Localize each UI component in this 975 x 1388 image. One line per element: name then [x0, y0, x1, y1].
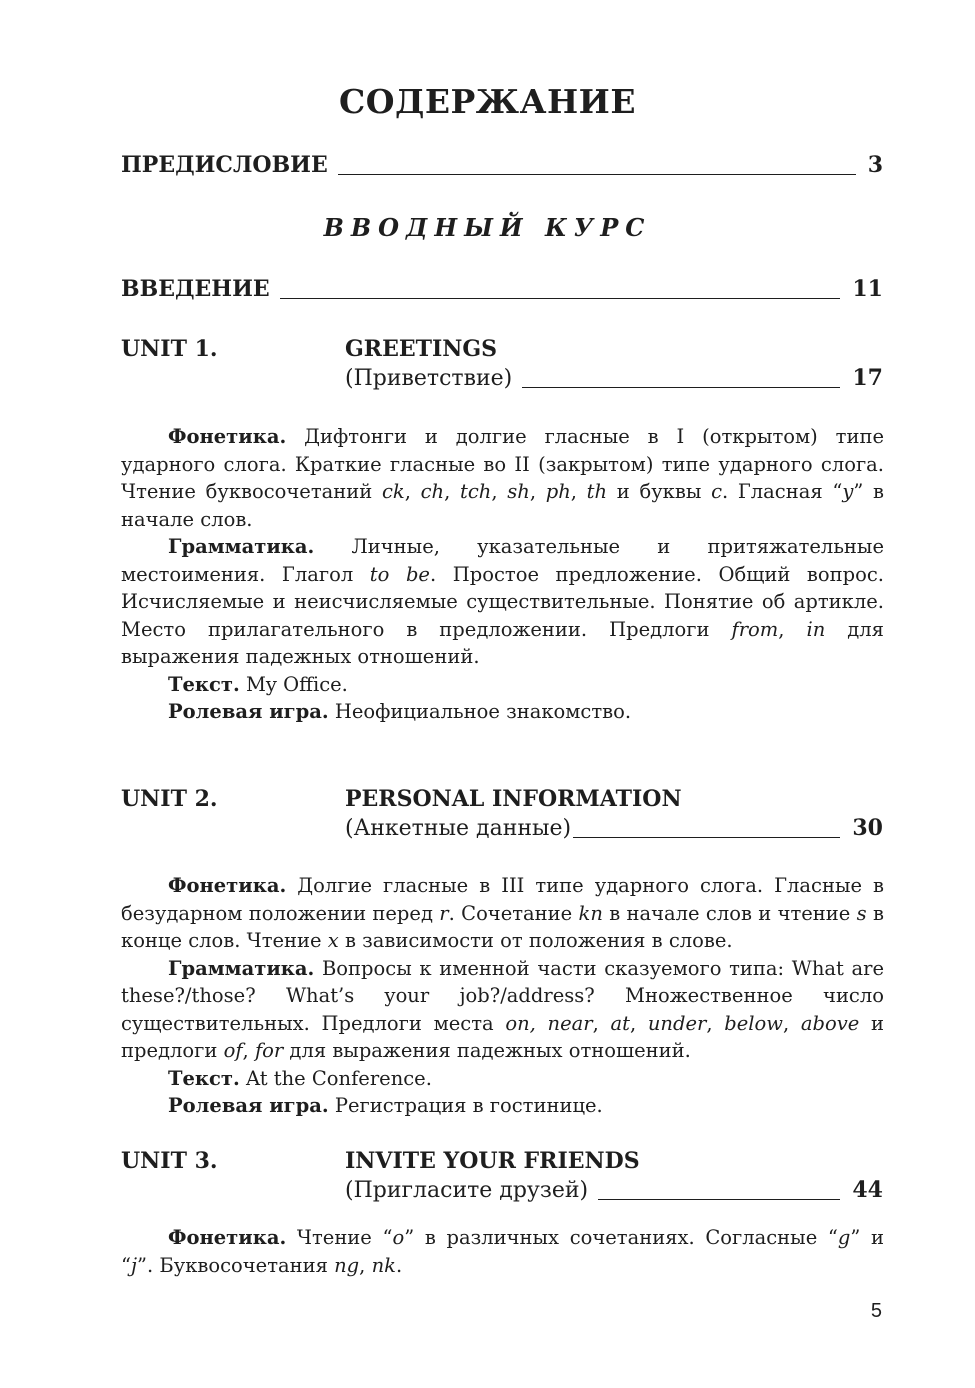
toc-page: 17	[852, 365, 883, 391]
toc-leader	[598, 1199, 840, 1200]
toc-label: ПРЕДИСЛОВИЕ	[121, 152, 328, 178]
roleplay-paragraph	[121, 1092, 884, 1120]
text-title: At the Conference.	[245, 1066, 432, 1090]
toc-entry-intro[interactable]	[121, 276, 883, 302]
text-paragraph	[121, 671, 884, 699]
grammar-label: Грамматика.	[168, 956, 315, 980]
toc-page: 11	[852, 276, 883, 302]
toc-page: 30	[852, 815, 883, 841]
unit-label: UNIT 1.	[121, 336, 218, 362]
unit-label: UNIT 3.	[121, 1148, 218, 1174]
toc-entry-preface[interactable]	[121, 152, 883, 178]
unit-subtitle: (Пригласите друзей)	[345, 1178, 589, 1203]
toc-page: 44	[852, 1177, 883, 1203]
text-label: Текст.	[168, 1066, 240, 1090]
phonetics-label: Фонетика.	[168, 425, 287, 448]
page-number: 5	[870, 1300, 882, 1322]
grammar-paragraph: Грамматика. Личные, указательные и притяжательные местоимения. Глагол to be. Простое предложение. Общий вопрос. Исчисляемые и неисчисляемые существительные. Понятие об артикле. Место прилагательного в предложении. Предлоги from, in для выражения падежных отношений.	[121, 535, 884, 668]
roleplay-label: Ролевая игра.	[168, 700, 329, 723]
toc-entry-unit-1[interactable]	[345, 365, 883, 391]
unit-subtitle: (Приветствие)	[345, 366, 513, 391]
unit-3-description	[121, 1224, 884, 1279]
text-paragraph	[121, 1065, 884, 1093]
phonetics-paragraph: Фонетика. Дифтонги и долгие гласные в I (открытом) типе ударного слога. Краткие гласные во II (закрытом) типе ударного слога. Чтение буквосочетаний ck, ch, tch, sh, ph, th и буквы c. Гласная “y” в начале слов.	[121, 425, 885, 531]
section-heading: ВВОДНЫЙ КУРС	[323, 213, 652, 242]
toc-label: ВВЕДЕНИЕ	[121, 276, 270, 302]
phonetics-label: Фонетика.	[168, 1226, 287, 1249]
grammar-label: Грамматика.	[168, 535, 315, 558]
unit-title[interactable]: GREETINGS	[345, 336, 498, 362]
roleplay-paragraph	[121, 698, 884, 726]
toc-leader	[338, 174, 856, 175]
toc-leader	[573, 837, 840, 838]
unit-label: UNIT 2.	[121, 786, 218, 812]
toc-entry-unit-3[interactable]	[345, 1177, 883, 1203]
text-title: My Office.	[245, 672, 348, 696]
phonetics-label: Фонетика.	[168, 874, 287, 897]
unit-title[interactable]: PERSONAL INFORMATION	[345, 786, 682, 812]
unit-2-description	[121, 872, 884, 1120]
roleplay-label: Ролевая игра.	[168, 1094, 329, 1117]
page-title: СОДЕРЖАНИЕ	[338, 82, 636, 121]
toc-page: 3	[867, 152, 883, 178]
unit-title[interactable]: INVITE YOUR FRIENDS	[345, 1148, 640, 1174]
unit-1-description	[121, 423, 884, 726]
phonetics-paragraph: Фонетика. Чтение “o” в различных сочетаниях. Согласные “g” и “j”. Буквосочетания ng, nk.	[121, 1226, 884, 1277]
toc-entry-unit-2[interactable]	[345, 815, 883, 841]
text-label: Текст.	[168, 672, 240, 696]
roleplay-title: Неофициальное знакомство.	[334, 700, 632, 723]
grammar-paragraph: Грамматика. Вопросы к именной части сказуемого типа: What are these?/those? What’s your job?/address? Множественное число существительных. Предлоги места on, near, at, under, below, above и предлоги of, for для выражения падежных отношений.	[121, 956, 884, 1062]
roleplay-title: Регистрация в гостинице.	[334, 1094, 603, 1117]
unit-subtitle: (Анкетные данные)	[345, 816, 572, 841]
toc-leader	[522, 387, 840, 388]
toc-leader	[280, 298, 841, 299]
phonetics-paragraph: Фонетика. Долгие гласные в III типе ударного слога. Гласные в безударном положении перед r. Сочетание kn в начале слов и чтение s в конце слов. Чтение x в зависимости от положения в слове.	[121, 874, 884, 952]
